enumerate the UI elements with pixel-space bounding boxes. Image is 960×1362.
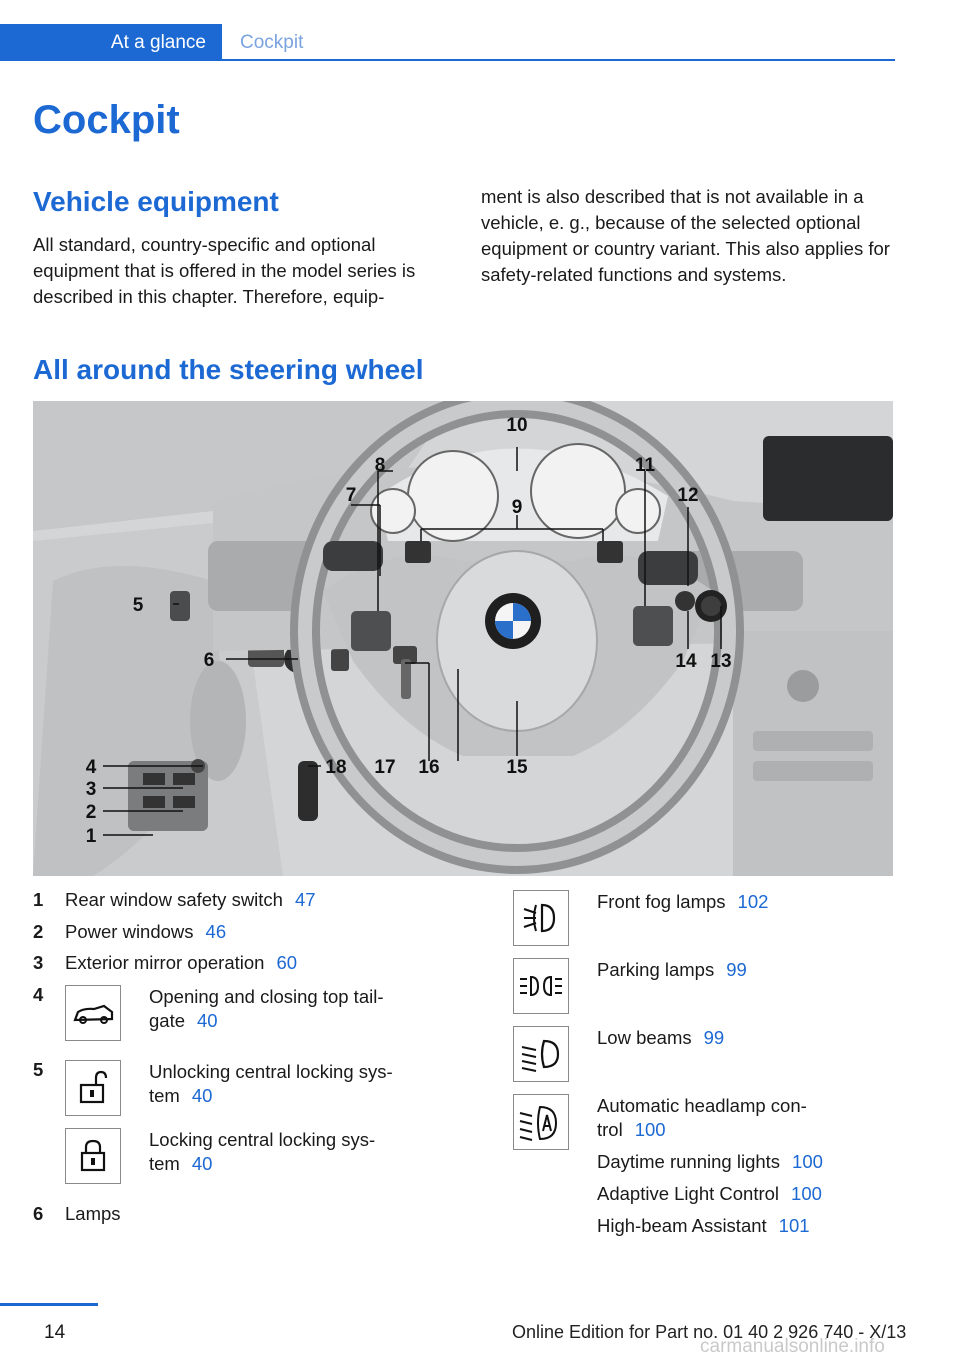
intro-text-right: ment is also described that is not available in a vehicle, e. g., because of the selected optional equipment or country variant. This also applies for safety-related functions and systems. (481, 186, 890, 285)
parking-lamp-icon (513, 958, 569, 1014)
unlock-icon (65, 1060, 121, 1116)
callout-2: 2 (85, 802, 97, 823)
callout-4: 4 (85, 757, 97, 778)
callout-12: 12 (677, 485, 699, 506)
header-tab-cockpit[interactable]: Cockpit (240, 32, 304, 53)
section-heading-vehicle-equipment: Vehicle equipment (33, 186, 279, 217)
list-item: 1 Rear window safety switch 47 (33, 889, 316, 910)
intro-text-left: All standard, country-specific and optional equipment that is offered in the model series is described in this chapter. Therefore, equip- (33, 234, 416, 307)
page-ref-link[interactable]: 100 (791, 1183, 822, 1204)
callout-10: 10 (506, 415, 528, 436)
callout-5: 5 (132, 595, 144, 616)
list-item: Parking lamps 99 (513, 956, 893, 1020)
page-ref-link[interactable]: 99 (726, 959, 747, 980)
front-fog-lamp-icon (513, 890, 569, 946)
callout-16: 16 (418, 757, 440, 778)
legend-right (513, 888, 893, 1248)
callout-6: 6 (203, 650, 215, 671)
page-header (0, 24, 895, 61)
page-number: 14 (44, 1322, 66, 1343)
page-title: Cockpit (33, 98, 180, 142)
auto-headlamp-icon (513, 1094, 569, 1150)
callout-13: 13 (710, 651, 732, 672)
page-ref-link[interactable]: 40 (191, 1153, 213, 1174)
list-item: 2 Power windows 46 (33, 921, 227, 942)
page-ref-link[interactable]: 60 (276, 952, 298, 973)
page-ref-link[interactable]: 99 (703, 1027, 725, 1048)
header-tab-at-a-glance[interactable]: At a glance (0, 24, 222, 61)
page-ref-link[interactable]: 100 (634, 1119, 666, 1140)
callout-17: 17 (374, 757, 396, 778)
lock-icon (65, 1128, 121, 1184)
footer-rule (0, 1303, 98, 1306)
page-ref-link[interactable]: 100 (792, 1151, 823, 1172)
callout-3: 3 (85, 779, 97, 800)
callout-14: 14 (675, 651, 697, 672)
list-item: Adaptive Light Control 100 (597, 1183, 822, 1204)
list-item: Daytime running lights 100 (597, 1151, 823, 1172)
list-item: 4 Opening and closing top tail- gate 40 (33, 983, 453, 1047)
legend-left (33, 888, 453, 1248)
page-ref-link[interactable]: 40 (191, 1085, 213, 1106)
watermark: carmanualsonline.info (700, 1336, 885, 1357)
callout-11: 11 (634, 455, 656, 476)
callout-1: 1 (85, 826, 97, 847)
list-item: Locking central locking sys- tem 40 (33, 1126, 453, 1190)
list-item: High-beam Assistant 101 (597, 1215, 810, 1236)
list-item: 3 Exterior mirror operation 60 (33, 952, 298, 973)
callout-7: 7 (345, 485, 357, 506)
page-ref-link[interactable]: 47 (294, 889, 316, 910)
list-item: 5 Unlocking central locking sys- tem 40 (33, 1058, 453, 1122)
list-item: Low beams 99 (513, 1024, 893, 1088)
tailgate-icon (65, 985, 121, 1041)
page-ref-link[interactable]: 40 (197, 1010, 218, 1031)
callout-15: 15 (506, 757, 528, 778)
list-item: Front fog lamps 102 (513, 888, 893, 952)
low-beam-icon (513, 1026, 569, 1082)
section-heading-steering-wheel: All around the steering wheel (33, 354, 424, 385)
list-item: 6 Lamps (33, 1203, 121, 1224)
page-ref-link[interactable]: 101 (778, 1215, 810, 1236)
callout-9: 9 (511, 497, 523, 518)
page-ref-link[interactable]: 46 (205, 921, 227, 942)
edition-note: Online Edition for Part no. 01 40 2 926 740 - X/13 (512, 1322, 907, 1342)
callout-8: 8 (374, 455, 386, 476)
page-ref-link[interactable]: 102 (737, 891, 769, 912)
cockpit-illustration (33, 401, 893, 876)
list-item: Automatic headlamp con- trol 100 (513, 1092, 893, 1156)
callout-18: 18 (325, 757, 347, 778)
